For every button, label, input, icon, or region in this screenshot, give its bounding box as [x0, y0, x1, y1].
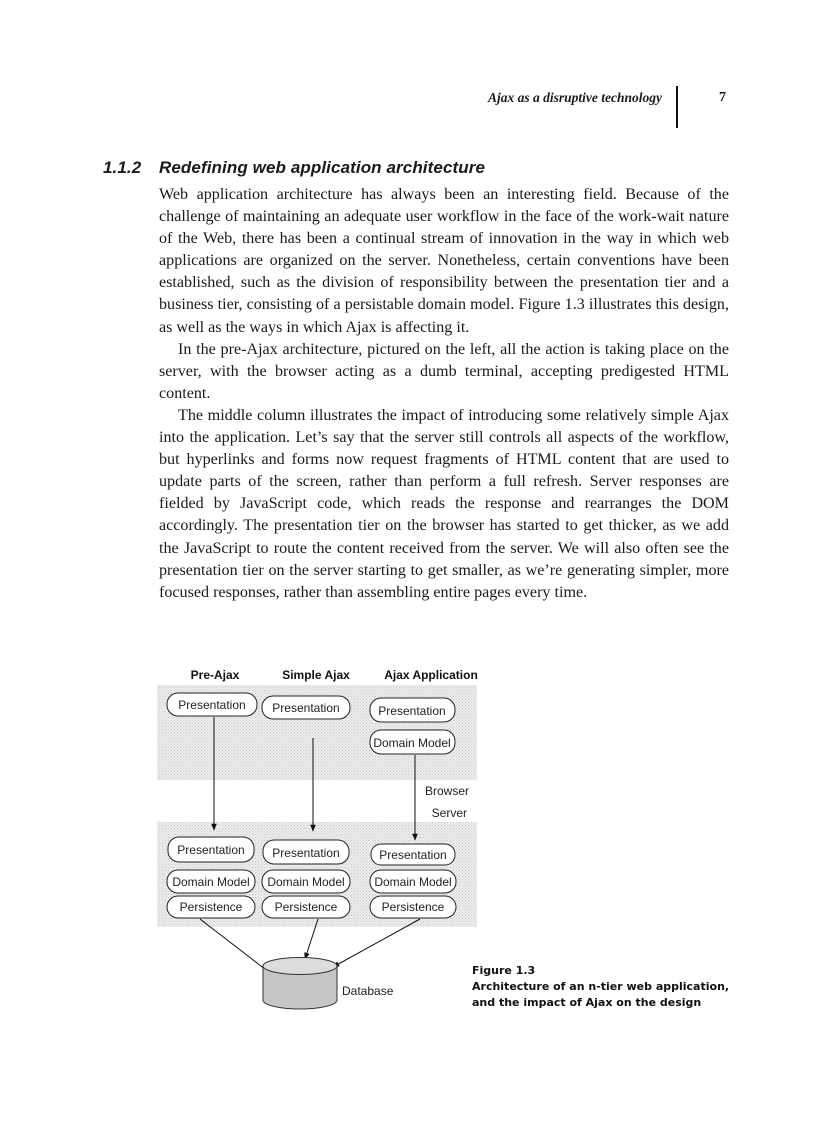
- paragraph: Web application architecture has always been an interesting field. Because of the challenge of maintaining an adequate user workflow in the face of the work-wait nature of the Web, there has been a continual stream of innovation in the way in which web applications are organized on the server. Nonetheless, certain conventions have been established, such as the division of responsibility between the presentation tier and a business tier, consisting of a persistable domain model. Figure 1.3 illustrates this design, as well as the ways in which Ajax is affecting it.: [159, 186, 729, 336]
- section-number: 1.1.2: [103, 158, 142, 177]
- column-header-pre-ajax: Pre-Ajax: [190, 668, 240, 682]
- label-pre-ajax-server-presentation: Presentation: [177, 843, 245, 857]
- section-title: Redefining web application architecture: [159, 158, 486, 177]
- caption-title: Figure 1.3: [472, 964, 536, 977]
- section-heading: [103, 158, 485, 178]
- label-simple-ajax-server-presentation: Presentation: [272, 846, 340, 860]
- server-label: Server: [431, 806, 467, 820]
- page-number: 7: [719, 90, 726, 105]
- database-label: Database: [342, 984, 394, 998]
- figure-caption: [472, 963, 729, 1011]
- paragraph: The middle column illustrates the impact of introducing some relatively simple Ajax into the application. Let’s say that the server still controls all aspects of the workflow, but hyperlinks and forms now request fragments of HTML content that are used to update parts of the screen, rather than perform a full refresh. Server responses are fielded by JavaScript code, which reads the response and rearranges the DOM accordingly. The presentation tier on the browser has started to get thicker, as we add the JavaScript to route the content received from the server. We will also often see the presentation tier on the server starting to get smaller, as we’re generating simpler, more focused responses, rather than assembling entire pages every time.: [159, 406, 729, 601]
- caption-line: and the impact of Ajax on the design: [472, 996, 702, 1009]
- column-header-ajax-application: Ajax Application: [384, 668, 478, 682]
- label-simple-ajax-browser-presentation: Presentation: [272, 701, 340, 715]
- label-pre-ajax-server-domain: Domain Model: [172, 875, 250, 889]
- body-text: [159, 184, 729, 604]
- label-ajax-app-server-presentation: Presentation: [379, 848, 447, 862]
- column-header-simple-ajax: Simple Ajax: [282, 668, 350, 682]
- label-simple-ajax-server-domain: Domain Model: [267, 875, 345, 889]
- database-cylinder: [263, 958, 337, 1010]
- paragraph: In the pre-Ajax architecture, pictured on the left, all the action is taking place on the server, with the browser acting as a dumb terminal, accepting predigested HTML content.: [159, 340, 729, 402]
- browser-label: Browser: [424, 784, 469, 798]
- label-ajax-app-browser-presentation: Presentation: [378, 704, 446, 718]
- running-title: Ajax as a disruptive technology: [487, 90, 662, 105]
- header-rule: [676, 86, 678, 128]
- caption-line: Architecture of an n-tier web application,: [472, 980, 730, 993]
- label-pre-ajax-server-persistence: Persistence: [179, 900, 243, 914]
- arrow-db-pre-ajax: [200, 919, 270, 973]
- label-simple-ajax-server-persistence: Persistence: [274, 900, 338, 914]
- label-ajax-app-server-domain: Domain Model: [374, 875, 452, 889]
- label-ajax-app-browser-domain: Domain Model: [373, 736, 451, 750]
- label-pre-ajax-browser-presentation: Presentation: [178, 698, 246, 712]
- label-ajax-app-server-persistence: Persistence: [381, 900, 445, 914]
